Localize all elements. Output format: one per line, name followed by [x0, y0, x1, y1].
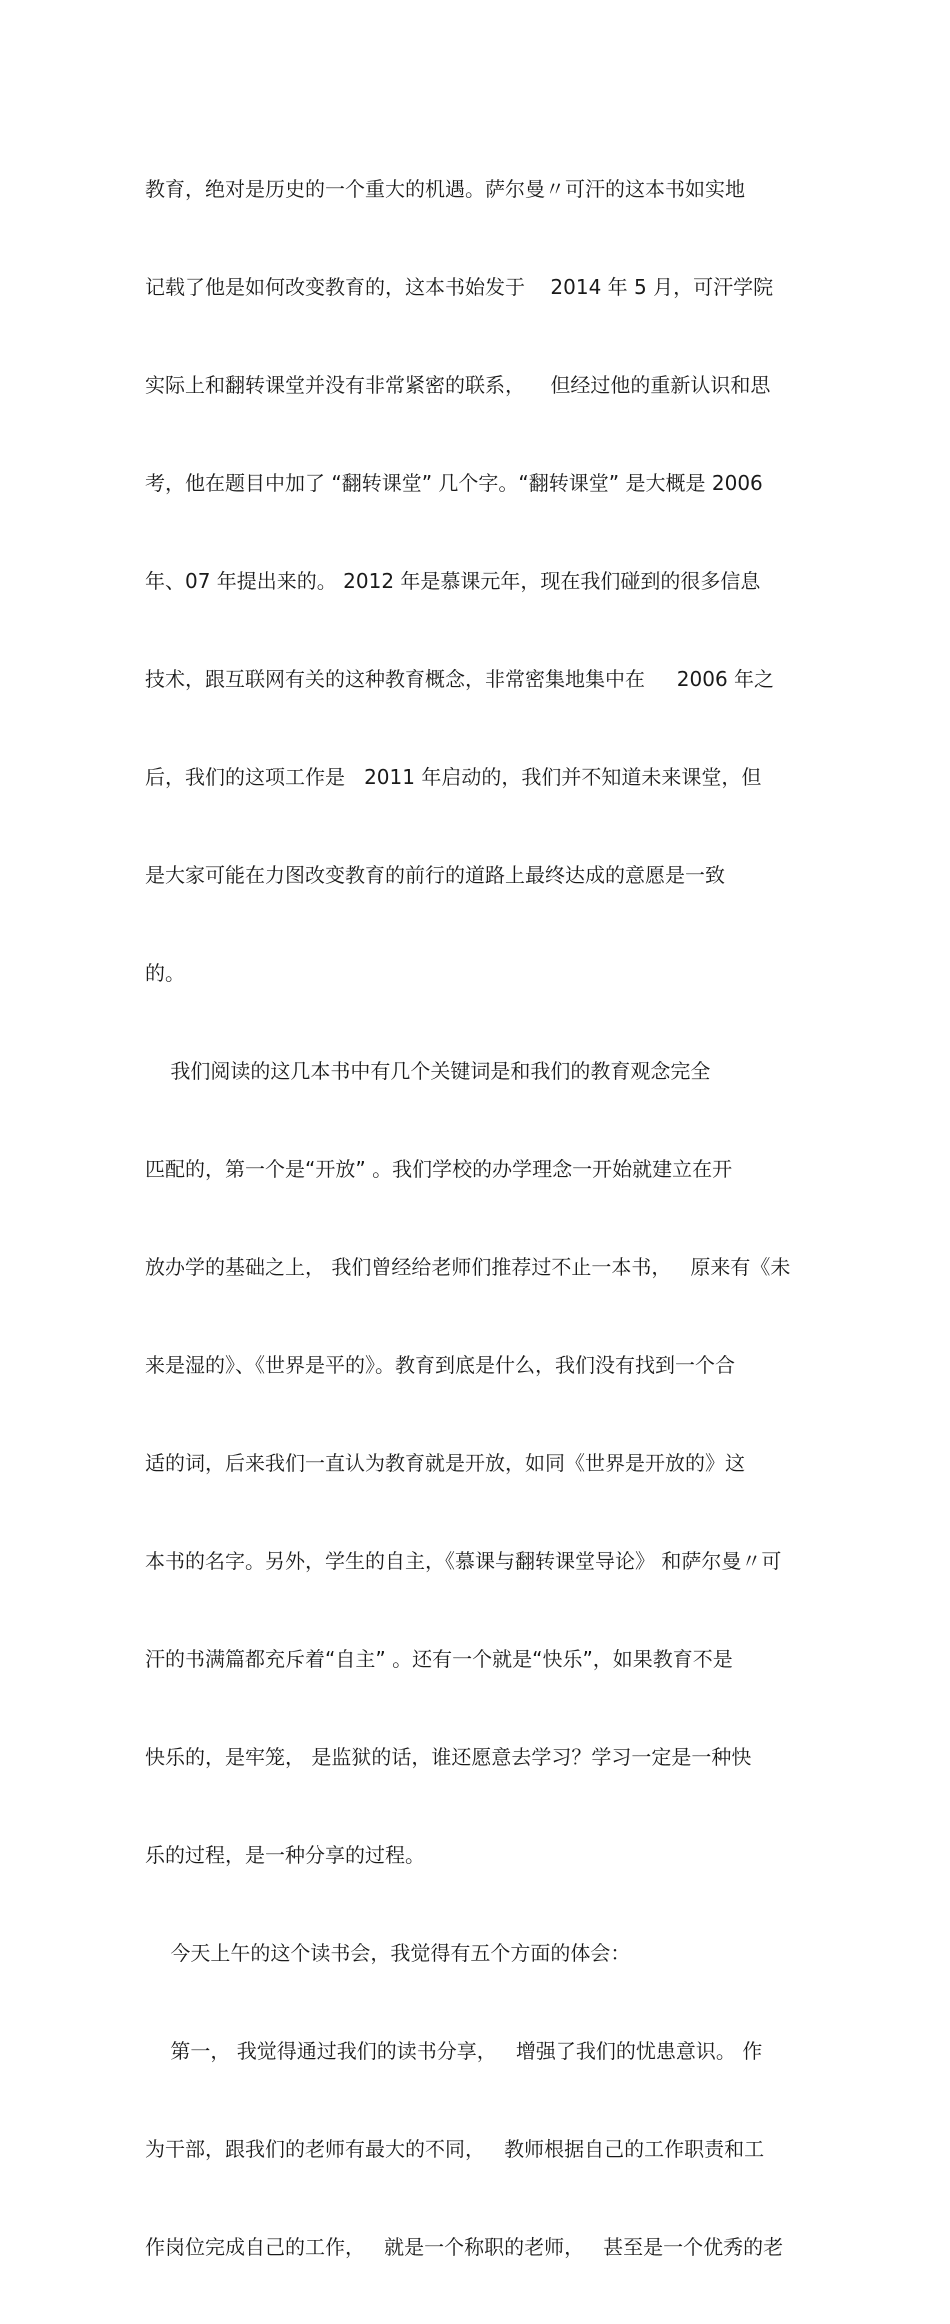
text-line: 教育，绝对是历史的一个重大的机遇。萨尔曼〃可汗的这本书如实地: [145, 177, 745, 201]
text-line: 的。: [145, 961, 185, 985]
text-line: 今天上午的这个读书会，我觉得有五个方面的体会：: [145, 1941, 631, 1965]
text-line: 记载了他是如何改变教育的，这本书始发于 2014 年 5 月，可汗学院: [145, 275, 774, 299]
text-line: 快乐的，是牢笼， 是监狱的话，谁还愿意去学习？学习一定是一种快: [145, 1745, 752, 1769]
text-line: 后，我们的这项工作是 2011 年启动的，我们并不知道未来课堂，但: [145, 765, 762, 789]
text-line: 适的词，后来我们一直认为教育就是开放，如同《世界是开放的》这: [145, 1451, 745, 1475]
text-line: 汗的书满篇都充斥着“自主” 。还有一个就是“快乐”，如果教育不是: [145, 1647, 733, 1671]
text-line: 第一， 我觉得通过我们的读书分享， 增强了我们的忧患意识。 作: [145, 2039, 763, 2063]
text-line: 来是湿的》、《世界是平的》。教育到底是什么，我们没有找到一个合: [145, 1353, 735, 1377]
text-line: 放办学的基础之上， 我们曾经给老师们推荐过不止一本书， 原来有《未: [145, 1255, 791, 1279]
text-line: 实际上和翻转课堂并没有非常紧密的联系， 但经过他的重新认识和思: [145, 373, 771, 397]
text-line: 本书的名字。另外，学生的自主，《慕课与翻转课堂导论》 和萨尔曼〃可: [145, 1549, 782, 1573]
text-line: 我们阅读的这几本书中有几个关键词是和我们的教育观念完全: [145, 1059, 711, 1083]
text-line: 作岗位完成自己的工作， 就是一个称职的老师， 甚至是一个优秀的老: [145, 2235, 784, 2259]
body-text: [145, 120, 813, 2324]
text-line: 乐的过程，是一种分享的过程。: [145, 1843, 425, 1867]
text-line: 匹配的，第一个是“开放” 。我们学校的办学理念一开始就建立在开: [145, 1157, 733, 1181]
text-line: 为干部，跟我们的老师有最大的不同， 教师根据自己的工作职责和工: [145, 2137, 765, 2161]
text-line: 考，他在题目中加了 “翻转课堂” 几个字。“翻转课堂” 是大概是 2006: [145, 471, 763, 495]
text-line: 技术，跟互联网有关的这种教育概念，非常密集地集中在 2006 年之: [145, 667, 775, 691]
text-line: 是大家可能在力图改变教育的前行的道路上最终达成的意愿是一致: [145, 863, 725, 887]
text-line: 年、07 年提出来的。 2012 年是慕课元年，现在我们碰到的很多信息: [145, 569, 761, 593]
